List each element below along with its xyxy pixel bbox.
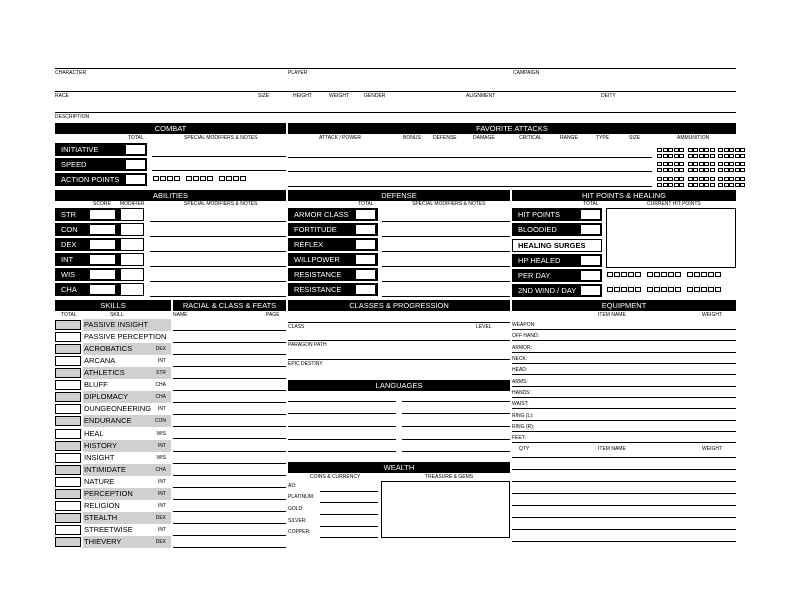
action-points-label: ACTION POINTS <box>55 173 147 186</box>
attacks-col-critical: CRITICAL <box>519 135 542 141</box>
coin-platinum-label: PLATINUM: <box>288 494 315 500</box>
hp-hp-healed: HP HEALED <box>512 254 602 267</box>
initiative-total-box[interactable] <box>125 144 146 155</box>
attacks-col-bonus: BONUS <box>403 135 421 141</box>
slot-waist-line[interactable] <box>512 408 736 409</box>
skill-row[interactable]: THIEVERY DEX <box>55 536 171 548</box>
initiative-label: INITIATIVE <box>55 143 147 156</box>
healing-surge-checkboxes[interactable] <box>607 272 727 277</box>
skill-row[interactable]: DIPLOMACY CHA <box>55 391 171 403</box>
slot-ring-right-line[interactable] <box>512 431 736 432</box>
combat-notes-label: SPECIAL MODIFIERS & NOTES <box>184 135 258 141</box>
slot-off-hand: OFF HAND: <box>512 333 539 339</box>
description-line[interactable] <box>55 112 736 113</box>
abilities-title: ABILITIES <box>55 190 286 201</box>
abilities-score-label: SCORE <box>93 201 111 207</box>
defense-resistance-2: RESISTANCE <box>288 283 378 296</box>
feats-page-label: PAGE <box>266 312 280 318</box>
willpower-box[interactable] <box>355 254 376 265</box>
attacks-col-ammunition: AMMUNITION <box>677 135 710 141</box>
ammunition-checkboxes-2[interactable] <box>657 161 749 173</box>
slot-neck: NECK: <box>512 356 528 362</box>
coin-gold-label: GOLD: <box>288 506 304 512</box>
coin-gold-line[interactable] <box>320 514 378 515</box>
hp-bloodied: BLOODIED <box>512 223 602 236</box>
wealth-title: WEALTH <box>288 462 510 473</box>
abilities-notes-label: SPECIAL MODIFIERS & NOTES <box>184 201 258 207</box>
coin-silver-line[interactable] <box>320 526 378 527</box>
character-label: CHARACTER <box>55 70 87 76</box>
player-label: PLAYER <box>288 70 308 76</box>
paragon-label: PARAGON PATH <box>288 342 327 348</box>
hp-total-label: TOTAL <box>583 201 599 207</box>
skill-row[interactable]: ACROBATICS DEX <box>55 343 171 355</box>
deity-label: DEITY <box>601 93 616 99</box>
slot-ring-left-line[interactable] <box>512 420 736 421</box>
int-score-box[interactable] <box>89 254 116 265</box>
race-label: RACE <box>55 93 69 99</box>
attack-row-2[interactable] <box>288 171 652 172</box>
wis-mod-box[interactable] <box>120 268 144 281</box>
bloodied-box[interactable] <box>580 224 601 235</box>
ability-cha: CHA <box>55 283 143 296</box>
inventory-weight-label: WEIGHT <box>702 446 722 452</box>
slot-feet-line[interactable] <box>512 442 736 443</box>
skill-row[interactable]: STREETWISE INT <box>55 524 171 536</box>
coin-ad-line[interactable] <box>320 491 378 492</box>
slot-armor-line[interactable] <box>512 352 736 353</box>
level-label: LEVEL <box>476 324 492 330</box>
skill-row[interactable]: PERCEPTION INT <box>55 488 171 500</box>
defense-fortitude: FORTITUDE <box>288 223 378 236</box>
ability-int: INT <box>55 253 143 266</box>
epic-line[interactable] <box>288 359 510 360</box>
hit-points-box[interactable] <box>580 209 601 220</box>
resistance-1-box[interactable] <box>355 269 376 280</box>
slot-hands-line[interactable] <box>512 397 736 398</box>
class-label: CLASS <box>288 324 305 330</box>
skill-row[interactable]: ENDURANCE CON <box>55 415 171 427</box>
speed-label: SPEED <box>55 158 147 171</box>
dex-mod-box[interactable] <box>120 238 144 251</box>
class-line[interactable] <box>288 322 510 323</box>
slot-armor: ARMOR: <box>512 345 532 351</box>
coin-platinum-line[interactable] <box>320 502 378 503</box>
attacks-title: FAVORITE ATTACKS <box>288 123 736 134</box>
slot-ring-left: RING (L): <box>512 413 534 419</box>
current-hit-points-box[interactable] <box>606 208 736 268</box>
classes-title: CLASSES & PROGRESSION <box>288 300 510 311</box>
weight-label: WEIGHT <box>329 93 349 99</box>
attacks-col-damage: DAMAGE <box>473 135 495 141</box>
skill-row[interactable]: ARCANA INT <box>55 355 171 367</box>
defense-resistance-1: RESISTANCE <box>288 268 378 281</box>
race-line[interactable] <box>55 91 736 92</box>
hp-healing-surges: HEALING SURGES <box>518 241 586 250</box>
equipment-title: EQUIPMENT <box>512 300 736 311</box>
fortitude-box[interactable] <box>355 224 376 235</box>
coin-copper-label: COPPER: <box>288 529 311 535</box>
paragon-line[interactable] <box>288 340 510 341</box>
slot-weapon-line[interactable] <box>512 329 736 330</box>
resistance-2-box[interactable] <box>355 284 376 295</box>
speed-total-box[interactable] <box>125 159 146 170</box>
hp-hit-points: HIT POINTS <box>512 208 602 221</box>
slot-feet: FEET: <box>512 435 526 441</box>
height-label: HEIGHT <box>293 93 312 99</box>
cha-mod-box[interactable] <box>120 283 144 296</box>
hp-per-day: PER DAY <box>512 269 602 282</box>
ammunition-checkboxes-3[interactable] <box>657 176 749 188</box>
campaign-label: CAMPAIGN <box>513 70 540 76</box>
languages-title: LANGUAGES <box>288 380 510 391</box>
slot-waist: WAIST: <box>512 401 529 407</box>
description-label: DESCRIPTION <box>55 114 90 120</box>
skill-row[interactable]: DUNGEONEERING INT <box>55 403 171 415</box>
attack-row-3[interactable] <box>288 186 652 187</box>
slot-head-line[interactable] <box>512 374 736 375</box>
combat-total-label: TOTAL <box>128 135 144 141</box>
attacks-col-power: ATTACK / POWER <box>319 135 362 141</box>
ability-wis: WIS <box>55 268 143 281</box>
defense-willpower: WILLPOWER <box>288 253 378 266</box>
epic-label: EPIC DESTINY <box>288 361 323 367</box>
skills-skill-label: SKILL <box>110 312 124 318</box>
skill-row[interactable]: INSIGHT WIS <box>55 452 171 464</box>
skill-row[interactable]: STEALTH DEX <box>55 512 171 524</box>
skill-row[interactable]: BLUFF CHA <box>55 379 171 391</box>
int-mod-box[interactable] <box>120 253 144 266</box>
feats-title: RACIAL & CLASS & FEATS <box>173 300 286 311</box>
defense-total-label: TOTAL <box>358 201 374 207</box>
hp-healed-box[interactable] <box>580 255 601 266</box>
skill-row[interactable]: NATURE INT <box>55 476 171 488</box>
slot-off-hand-line[interactable] <box>512 340 736 341</box>
slot-arms-line[interactable] <box>512 386 736 387</box>
skill-row[interactable]: HEAL WIS <box>55 428 171 440</box>
coin-silver-label: SILVER: <box>288 518 307 524</box>
ammunition-checkboxes-1[interactable] <box>657 147 749 159</box>
skill-row[interactable]: INTIMIDATE CHA <box>55 464 171 476</box>
equipment-item-label: ITEM NAME <box>598 312 626 318</box>
action-point-checkboxes[interactable] <box>153 176 252 181</box>
slot-weapon: WEAPON: <box>512 322 536 328</box>
con-mod-box[interactable] <box>120 223 144 236</box>
gender-label: GENDER <box>364 93 386 99</box>
armor-class-box[interactable] <box>355 209 376 220</box>
defense-title: DEFENSE <box>288 190 510 201</box>
per-day-box[interactable] <box>580 270 601 281</box>
slot-arms: ARMS: <box>512 379 528 385</box>
skill-row[interactable]: ATHLETICS STR <box>55 367 171 379</box>
inventory-item-label: ITEM NAME <box>598 446 626 452</box>
coins-label: COINS & CURRENCY <box>310 474 361 480</box>
skills-title: SKILLS <box>55 300 171 311</box>
inventory-qty-label: QTY <box>519 446 530 452</box>
attacks-col-range: RANGE <box>560 135 578 141</box>
defense-reflex: REFLEX <box>288 238 378 251</box>
ability-dex: DEX <box>55 238 143 251</box>
attacks-col-size: SIZE <box>629 135 641 141</box>
combat-title: COMBAT <box>55 123 286 134</box>
attacks-col-type: TYPE <box>596 135 610 141</box>
action-points-total-box[interactable] <box>125 174 146 185</box>
slot-head: HEAD: <box>512 367 528 373</box>
skill-row[interactable]: HISTORY INT <box>55 440 171 452</box>
ability-con: CON <box>55 223 143 236</box>
attack-row-1[interactable] <box>288 157 652 158</box>
slot-hands: HANDS: <box>512 390 531 396</box>
dex-score-box[interactable] <box>89 239 116 250</box>
skill-row[interactable]: RELIGION INT <box>55 500 171 512</box>
reflex-box[interactable] <box>355 239 376 250</box>
defense-notes-label: SPECIAL MODIFIERS & NOTES <box>412 201 486 207</box>
equipment-weight-label: WEIGHT <box>702 312 722 318</box>
size-label: SIZE <box>258 93 270 99</box>
skill-row[interactable]: PASSIVE INSIGHT <box>55 319 171 331</box>
treasure-label: TREASURE & GEMS <box>425 474 474 480</box>
skills-total-label: TOTAL <box>61 312 77 318</box>
second-wind-checkboxes[interactable] <box>607 287 727 292</box>
slot-ring-right: RING (R): <box>512 424 535 430</box>
ability-str: STR <box>55 208 143 221</box>
skill-row[interactable]: PASSIVE PERCEPTION <box>55 331 171 343</box>
feats-name-label: NAME <box>173 312 188 318</box>
coin-ad-label: AD: <box>288 483 297 489</box>
treasure-box[interactable] <box>381 481 510 538</box>
hp-second-wind: 2ND WIND / DAY <box>512 284 602 297</box>
hp-current-label: CURRENT HIT POINTS <box>647 201 701 207</box>
alignment-label: ALIGNMENT <box>466 93 496 99</box>
defense-armor-class: ARMOR CLASS <box>288 208 378 221</box>
str-score-box[interactable] <box>89 209 116 220</box>
wis-score-box[interactable] <box>89 269 116 280</box>
attacks-col-defense: DEFENSE <box>433 135 457 141</box>
str-mod-box[interactable] <box>120 208 144 221</box>
second-wind-box[interactable] <box>580 285 601 296</box>
abilities-modifier-label: MODIFIER <box>120 201 145 207</box>
slot-neck-line[interactable] <box>512 363 736 364</box>
hp-title: HIT POINTS & HEALING <box>512 190 736 201</box>
cha-score-box[interactable] <box>89 284 116 295</box>
coin-copper-line[interactable] <box>320 537 378 538</box>
con-score-box[interactable] <box>89 224 116 235</box>
